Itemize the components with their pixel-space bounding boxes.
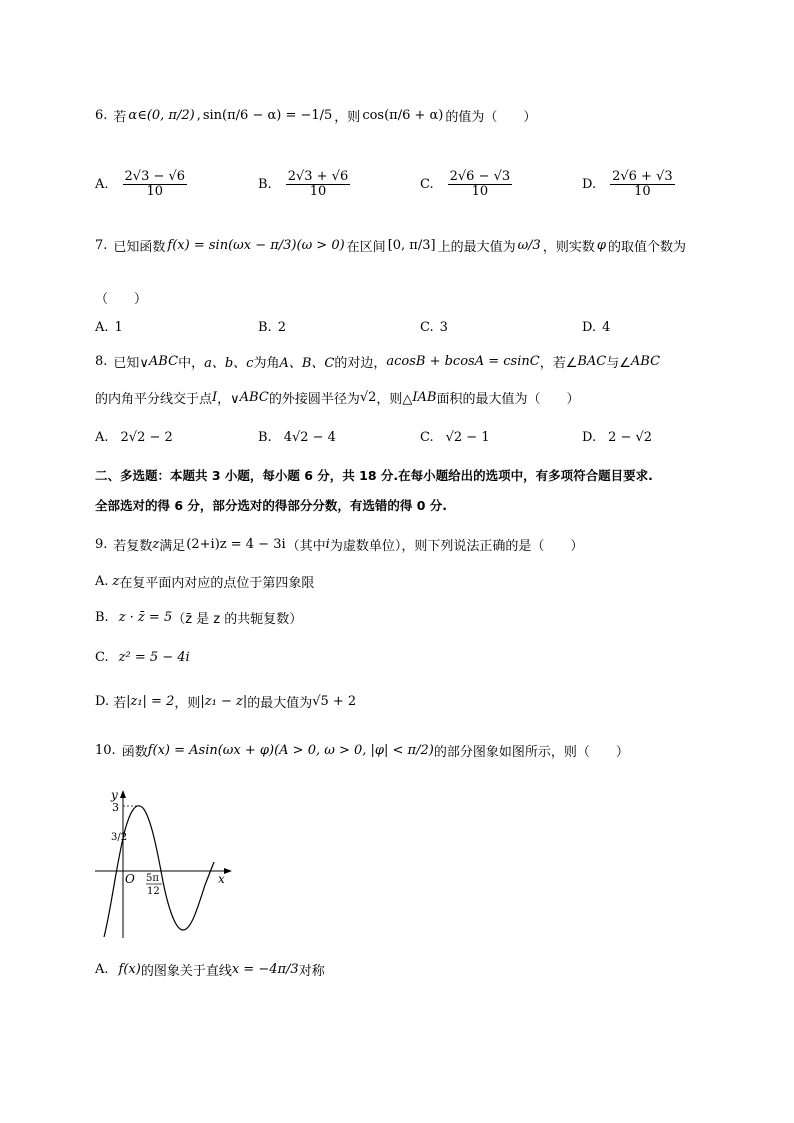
q8-stem-line2: 的内角平分线交于点 I ，∨ ABC 的外接圆半径为 √2 ，则△ IAB 面积的最大值为（ ） <box>95 390 580 407</box>
y-axis-arrow-icon <box>120 790 126 798</box>
q10-condition: (A > 0, ω > 0, |φ| < π/2) <box>274 743 434 758</box>
q7-max-value: ω/3 <box>517 238 541 253</box>
q9-option-a[interactable]: A. z 在复平面内对应的点位于第四象限 <box>95 574 315 591</box>
x-axis-label: x <box>218 872 225 886</box>
q7-stem: 7. 已知函数 f(x) = sin(ωx − π/3)(ω > 0) 在区间 [0, π/3] 上的最大值为 ω/3 ，则实数 φ 的取值个数为 <box>95 238 686 255</box>
q7-interval: [0, π/3] <box>387 238 436 253</box>
q10-function: f(x) = Asin(ωx + φ) <box>147 743 275 758</box>
q8-option-d[interactable]: D. 2 − √2 <box>582 430 653 445</box>
q10-option-a[interactable]: A. f(x) 的图象关于直线 x = −4π/3 对称 <box>95 962 325 979</box>
q6-expression: cos(π/6 + α) <box>362 108 444 123</box>
q6-option-d[interactable]: D. $\frac{2√6 + √3}{10}$ <box>582 169 673 199</box>
q9-option-c[interactable]: C. z² = 5 − 4i <box>95 650 190 665</box>
q8-stem-line1: 8. 已知∨ ABC 中， a、b、c 为角 A、B、C 的对边， acosB + bcosA = csinC ，若∠ BAC 与∠ ABC <box>95 354 661 371</box>
section2-instructions-line1: 二、多选题：本题共 3 小题，每小题 6 分，共 18 分.在每小题给出的选项中，有多项符合题目要求. <box>95 468 653 483</box>
q7-function: f(x) = sin(ωx − π/3)(ω > 0) <box>167 238 345 253</box>
q6-number: 6. <box>95 108 108 123</box>
q7-paren: （ ） <box>95 292 148 307</box>
q9-option-b[interactable]: B. z · z̄ = 5 （z̄ 是 z 的共轭复数） <box>95 610 303 627</box>
q6-option-c[interactable]: C. $\frac{2√6 - √3}{10}$ <box>420 169 511 199</box>
q9-stem: 9. 若复数 z 满足 (2+i)z = 4 − 3i （其中 i 为虚数单位），则下列说法正确的是（ ） <box>95 537 584 554</box>
q10-stem: 10. 函数 f(x) = Asin(ωx + φ) (A > 0, ω > 0, |φ| < π/2) 的部分图象如图所示，则（ ） <box>95 743 629 760</box>
x-tick-num: 5π <box>146 873 159 884</box>
q8-option-c[interactable]: C. √2 − 1 <box>420 430 490 445</box>
y-tick-3-2: 3/2 <box>111 832 128 843</box>
q6-option-a[interactable]: A. $\frac{2√3 - √6}{10}$ <box>95 169 186 199</box>
origin-label: O <box>125 872 135 886</box>
x-tick-den: 12 <box>147 886 160 897</box>
q7-option-a[interactable]: A. 1 <box>95 320 123 335</box>
section2-instructions-line2: 全部选对的得 6 分，部分选对的得部分分数，有选错的得 0 分. <box>95 498 448 513</box>
q6-stem: 6. 若 α∈(0, π/2) , sin(π/6 − α) = −1/5 ，则 cos(π/6 + α) 的值为（ ） <box>95 108 537 125</box>
q6-condition-sin: sin(π/6 − α) = −1/5 <box>202 108 333 123</box>
q8-equation: acosB + bcosA = csinC <box>386 354 540 369</box>
y-tick-3: 3 <box>112 801 119 814</box>
y-axis-label: y <box>111 790 118 802</box>
q7-option-d[interactable]: D. 4 <box>582 320 611 335</box>
q9-option-d[interactable]: D. 若 |z₁| = 2 ，则 |z₁ − z| 的最大值为 √5 + 2 <box>95 694 357 711</box>
q8-option-a[interactable]: A. 2√2 − 2 <box>95 430 173 445</box>
q8-option-b[interactable]: B. 4√2 − 4 <box>258 430 336 445</box>
q10-sine-graph <box>95 790 235 940</box>
q6-option-b[interactable]: B. $\frac{2√3 + √6}{10}$ <box>258 169 349 199</box>
q7-option-b[interactable]: B. 2 <box>258 320 286 335</box>
q6-condition-alpha: α∈(0, π/2) <box>128 108 195 123</box>
q9-equation: (2+i)z = 4 − 3i <box>186 537 286 552</box>
q7-option-c[interactable]: C. 3 <box>420 320 448 335</box>
x-axis-arrow-icon <box>224 868 232 874</box>
